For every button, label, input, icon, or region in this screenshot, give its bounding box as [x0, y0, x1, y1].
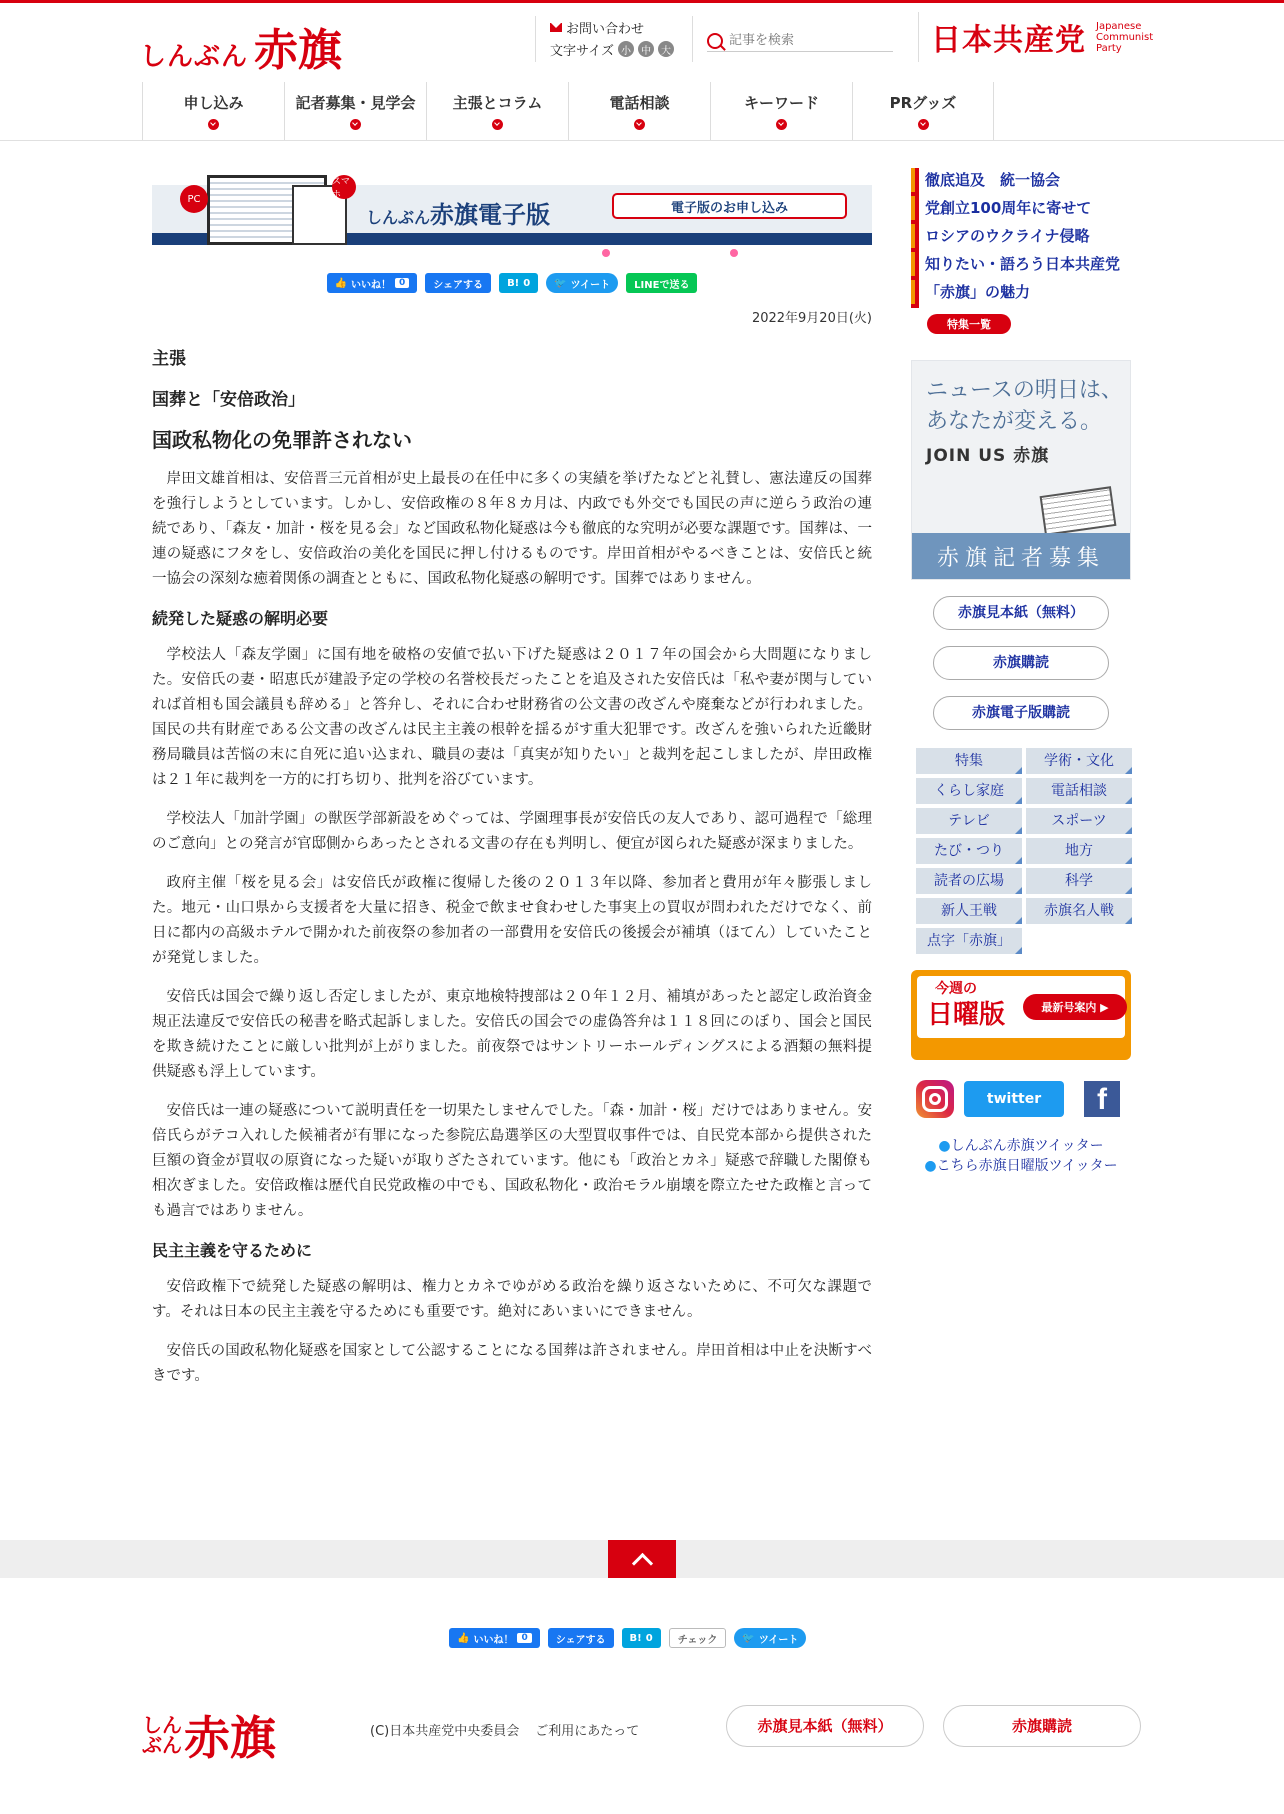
logo-small-text: しんぶん: [140, 42, 249, 72]
footer-logo[interactable]: [142, 1702, 276, 1768]
recruit-banner[interactable]: [911, 360, 1131, 580]
article-subtitle: 国葬と「安倍政治」: [152, 390, 305, 410]
feature-link[interactable]: ロシアのウクライナ侵略: [911, 224, 1131, 252]
font-size-small-button[interactable]: 小: [618, 41, 634, 57]
digital-subscribe-button[interactable]: 赤旗電子版購読: [933, 696, 1109, 730]
hatena-bookmark-button[interactable]: B! 0: [622, 1628, 661, 1648]
nav-item-apply[interactable]: [142, 82, 284, 140]
article-section: 主張: [152, 349, 186, 369]
pc-badge: PC: [180, 185, 208, 213]
latest-issue-button[interactable]: 最新号案内 ▶: [1023, 994, 1127, 1020]
nav-label: 申し込み: [183, 94, 244, 112]
search-icon[interactable]: [707, 33, 723, 49]
category-link[interactable]: スポーツ: [1026, 808, 1132, 834]
twitter-follow-button[interactable]: twitter: [964, 1081, 1064, 1117]
nav-label: キーワード: [743, 94, 819, 112]
nav-item-editorial[interactable]: [426, 82, 568, 140]
digital-edition-banner[interactable]: [152, 177, 872, 260]
banner-subtitle: Akahata digital edition: [407, 245, 566, 256]
feature-link[interactable]: 徹底追及 統一協会: [911, 168, 1131, 196]
recruit-copy: ニュースの明日は、 あなたが変える。: [926, 378, 1123, 434]
tweet-button[interactable]: 🐦 ツイート: [546, 273, 618, 293]
smartphone-badge: スマホ: [332, 175, 356, 199]
party-en-line2: Communist: [1096, 31, 1154, 43]
feature-link[interactable]: 党創立100周年に寄せて: [911, 196, 1131, 224]
party-name: 日本共産党: [931, 23, 1086, 58]
nav-item-keyword[interactable]: [710, 82, 852, 140]
article-paragraph: 安倍氏は国会で繰り返し否定しましたが、東京地検特捜部は２０年１２月、補填があったと認定し政治資金規正法違反で安倍氏の秘書を略式起訴しました。安倍氏の国会での虚偽答弁は１１８回にのぼり、国会と国民を欺き続けたことに厳しい批判が上がりました。前夜祭ではサントリーホールディングスによる酒類の無料提供疑惑も浮上しています。: [152, 989, 872, 1080]
facebook-share-button[interactable]: シェアする: [425, 273, 491, 293]
search-input[interactable]: [729, 33, 879, 48]
font-size-medium-button[interactable]: 中: [638, 41, 654, 57]
hatena-bookmark-button[interactable]: B! 0: [499, 273, 538, 293]
category-link[interactable]: 学術・文化: [1026, 748, 1132, 774]
jcp-logo[interactable]: [918, 12, 1153, 62]
sunday-edition-banner[interactable]: [911, 970, 1131, 1060]
article-paragraph: 岸田文雄首相は、安倍晋三元首相が史上最長の在任中に多くの実績を挙げたなどと礼賛し、憲法違反の国葬を強行しようとしています。しかし、安倍政権の８年８カ月は、内政でも外交でも国民の声に逆らう政治の連続であり、「森友・加計・桜を見る会」など国政私物化疑惑は今も徹底的な究明が必要な課題です。国葬は、一連の疑惑にフタをし、安倍政治の美化を国民に押し付けるものです。岸田首相がやるべきことは、安倍氏と統一協会の深刻な癒着関係の調査とともに、国政私物化疑惑の解明です。国葬ではありません。: [152, 471, 872, 587]
banner-feature-1: 日刊紙が全ページ読める: [602, 245, 723, 260]
article-paragraph: 安倍政権下で続発した疑惑の解明は、権力とカネでゆがめる政治を繰り返さないために、不可欠な課題です。それは日本の民主主義を守るためにも重要です。絶対にあいまいにできません。: [152, 1279, 872, 1320]
article-column: [152, 177, 872, 1389]
category-link[interactable]: 赤旗名人戦: [1026, 898, 1132, 924]
party-en-line1: Japanese: [1096, 20, 1142, 32]
category-link[interactable]: 特集: [916, 748, 1022, 774]
article-heading: 続発した疑惑の解明必要: [152, 609, 329, 628]
sunday-week-label: 今週の: [935, 981, 977, 997]
banner-apply-button[interactable]: 電子版のお申し込み: [612, 193, 847, 219]
party-english-name: [1096, 21, 1153, 54]
nav-label: 電話相談: [609, 94, 670, 112]
search-area: [692, 16, 892, 62]
sidebar: [911, 168, 1131, 1176]
terms-link[interactable]: ご利用にあたって: [535, 1724, 640, 1739]
back-to-top-button[interactable]: [608, 1540, 676, 1578]
contact-link[interactable]: お問い合わせ: [566, 21, 645, 37]
article-paragraph: 学校法人「加計学園」の獣医学部新設をめぐっては、学園理事長が安倍氏の友人であり、認可過程で「総理のご意向」との発言が官邸側からあったとされる文書の存在も判明し、便宜が図られた疑惑が深まりました。: [152, 811, 872, 852]
header-divider: [0, 140, 1284, 141]
article-headline: 国政私物化の免罪許されない: [152, 428, 412, 452]
footer-logo-small: しんぶん: [142, 1713, 182, 1757]
feature-links: [911, 168, 1131, 308]
category-grid: [916, 748, 1131, 954]
feature-link[interactable]: 知りたい・語ろう日本共産党: [911, 252, 1131, 280]
nav-label: 記者募集・見学会: [295, 94, 416, 112]
sample-paper-button[interactable]: 赤旗見本紙（無料）: [933, 596, 1109, 630]
category-link[interactable]: 電話相談: [1026, 778, 1132, 804]
subscribe-button[interactable]: 赤旗購読: [933, 646, 1109, 680]
mail-icon: [550, 23, 562, 32]
sunday-twitter-link[interactable]: ● こちら赤旗日曜版ツイッター: [924, 1158, 1117, 1174]
category-link[interactable]: くらし家庭: [916, 778, 1022, 804]
banner-title: しんぶん赤旗電子版: [366, 201, 551, 229]
font-size-label: 文字サイズ: [550, 43, 614, 59]
category-link[interactable]: 新人王戦: [916, 898, 1022, 924]
article-date: 2022年9月20日(火): [751, 311, 872, 326]
category-link[interactable]: 地方: [1026, 838, 1132, 864]
article-paragraph: 安倍氏は一連の疑惑について説明責任を一切果たしませんでした。「森・加計・桜」だけではありません。安倍氏らがテコ入れした候補者が有罪になった参院広島選挙区の大型買収事件では、自民党本部から提供された巨額の資金が買収の原資になった疑いが取りざたされています。他にも「政治とカネ」疑惑で辞職した閣僚も相次ぎました。安倍政権は歴代自民党政権の中でも、国政私物化・政治モラル崩壊を際立たせた政権と言っても過言ではありません。: [152, 1103, 872, 1219]
tweet-button[interactable]: 🐦 ツイート: [734, 1628, 806, 1648]
footer-sample-paper-button[interactable]: 赤旗見本紙（無料）: [726, 1705, 924, 1747]
footer-logo-big: 赤旗: [184, 1711, 276, 1765]
chevron-down-icon: [918, 119, 929, 130]
facebook-icon[interactable]: f: [1084, 1081, 1120, 1117]
footer-copyright: [370, 1720, 639, 1739]
instagram-icon[interactable]: [916, 1080, 954, 1118]
article-heading: 民主主義を守るために: [152, 1241, 313, 1260]
chevron-down-icon: [492, 119, 503, 130]
chevron-down-icon: [776, 119, 787, 130]
twitter-links: [911, 1136, 1131, 1176]
logo-big-text: 赤旗: [254, 25, 343, 76]
feature-link[interactable]: 「赤旗」の魅力: [911, 280, 1131, 308]
category-link[interactable]: 読者の広場: [916, 868, 1022, 894]
mixi-check-button[interactable]: チェック: [669, 1628, 727, 1648]
copyright-text: (C)日本共産党中央委員会: [370, 1724, 520, 1739]
nav-label: 主張とコラム: [452, 94, 543, 112]
nav-item-pr-goods[interactable]: [852, 82, 994, 140]
chevron-down-icon: [634, 119, 645, 130]
header-utility-links: [535, 16, 674, 62]
main-nav: [142, 82, 994, 140]
facebook-like-button[interactable]: 👍 いいね！ 0: [327, 273, 418, 293]
feature-list-button[interactable]: 特集一覧: [927, 314, 1011, 334]
facebook-like-button[interactable]: 👍 いいね！ 0: [449, 1628, 540, 1648]
site-logo[interactable]: [140, 14, 343, 76]
font-size-large-button[interactable]: 大: [658, 41, 674, 57]
banner-feature-2: 過去1年分の検索ができる: [730, 245, 857, 260]
party-en-line3: Party: [1096, 42, 1122, 54]
recruit-bar: 赤旗記者募集: [912, 533, 1130, 579]
category-link[interactable]: たび・つり: [916, 838, 1022, 864]
facebook-share-button[interactable]: シェアする: [548, 1628, 614, 1648]
top-accent-line: [0, 0, 1284, 3]
category-link[interactable]: テレビ: [916, 808, 1022, 834]
chevron-down-icon: [350, 119, 361, 130]
newspaper-icon: [1040, 486, 1117, 536]
article-paragraph: 安倍氏の国政私物化疑惑を国家として公認することになる国葬は許されません。岸田首相は中止を決断すべきです。: [152, 1343, 872, 1384]
sunday-edition-label: 日曜版: [927, 1000, 1006, 1030]
category-link[interactable]: 点字「赤旗」: [916, 928, 1022, 954]
recruit-join: JOIN US 赤旗: [926, 446, 1050, 466]
article-paragraph: 政府主催「桜を見る会」は安倍氏が政権に復帰した後の２０１３年以降、参加者と費用が年々膨張しました。地元・山口県から支援者を大量に招き、税金で飲ませ食わせした事実上の買収が問われただけでなく、前日に都内の高級ホテルで開かれた前夜祭の参加者の一部費用を安倍氏の後援会が補填（ほてん）していたことが発覚しました。: [152, 875, 872, 966]
nav-item-phone[interactable]: [568, 82, 710, 140]
chevron-down-icon: [208, 119, 219, 130]
share-buttons: [152, 273, 872, 293]
nav-label: PRグッズ: [889, 94, 957, 112]
akahata-twitter-link[interactable]: ● しんぶん赤旗ツイッター: [938, 1138, 1103, 1154]
category-link[interactable]: 科学: [1026, 868, 1132, 894]
footer-subscribe-button[interactable]: 赤旗購読: [943, 1705, 1141, 1747]
nav-item-recruit[interactable]: [284, 82, 426, 140]
article-paragraph: 学校法人「森友学園」に国有地を破格の安値で払い下げた疑惑は２０１７年の国会から大問題になりました。安倍氏の妻・昭恵氏が建設予定の学校の名誉校長だったことを追及された安倍氏は「私や妻が関与していれば首相も国会議員も辞める」と答弁し、それに合わせ財務省の公文書の改ざんや廃棄などが行われました。国民の共有財産である公文書の改ざんは民主主義の根幹を揺るがす重大犯罪です。改ざんを強いられた近畿財務局職員は苦悩の末に自死に追い込まれ、職員の妻は「真実が知りたい」と裁判を起こしましたが、岸田政権は２１年に裁判を一方的に打ち切り、批判を浴びています。: [152, 647, 872, 788]
line-share-button[interactable]: LINEで送る: [626, 273, 697, 293]
footer-share-buttons: [449, 1628, 806, 1648]
sns-links: [911, 1080, 1131, 1118]
